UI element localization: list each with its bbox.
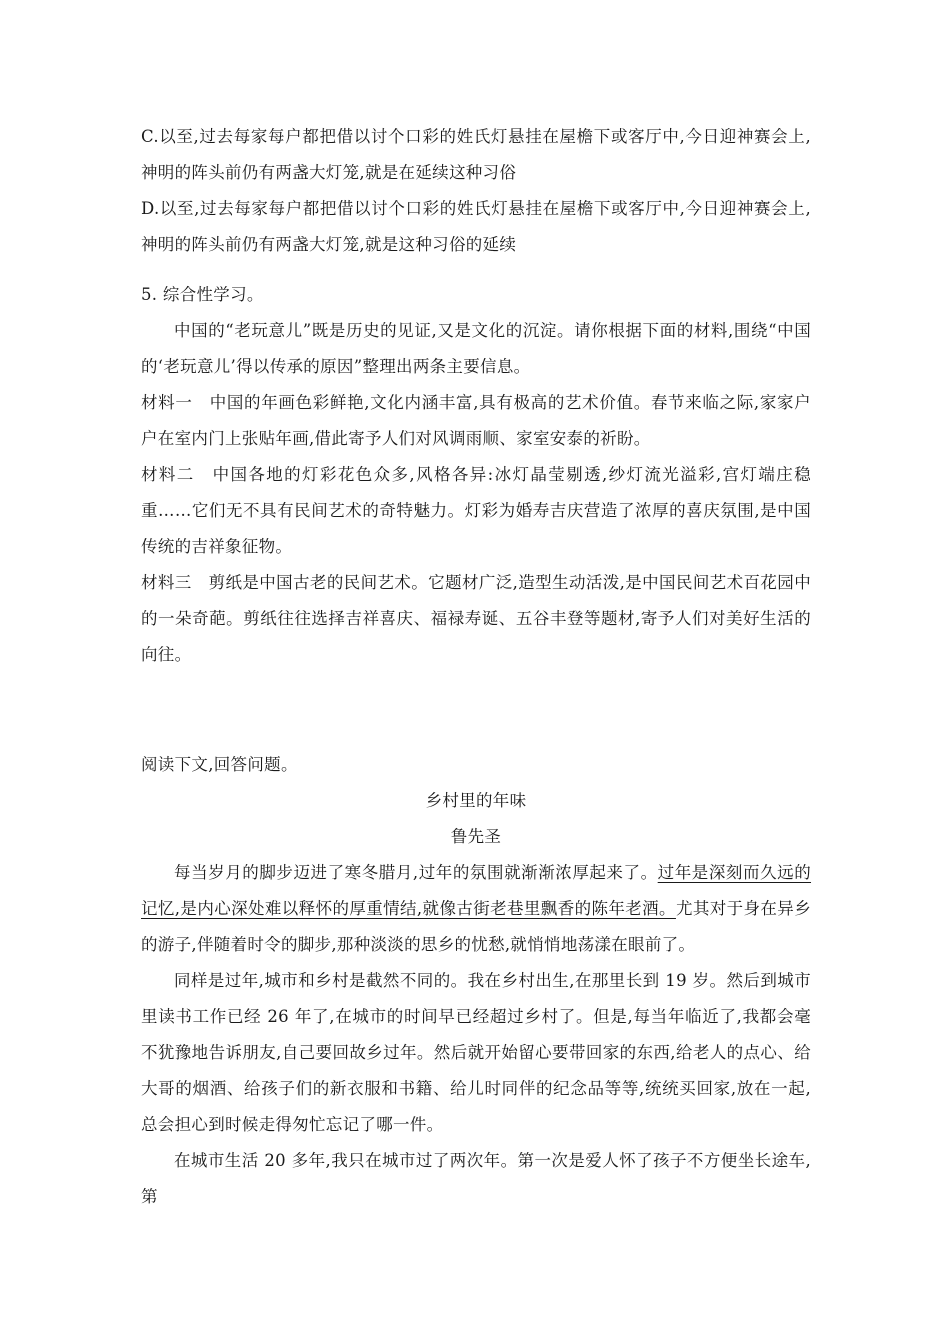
article-paragraph-2: 同样是过年,城市和乡村是截然不同的。我在乡村出生,在那里长到 19 岁。然后到城市里读书工作已经 26 年了,在城市的时间早已经超过乡村了。但是,每当年临近了,我都会毫不犹豫地告诉朋友,自己要回故乡过年。然后就开始留心要带回家的东西,给老人的点心、给大哥的烟酒、给孩子们的新衣服和书籍、给儿时同伴的纪念品等等,统统买回家,放在一起,总会担心到时候走得匆忙忘记了哪一件。 — [141, 971, 811, 1134]
option-c: C.以至,过去每家每户都把借以讨个口彩的姓氏灯悬挂在屋檐下或客厅中,今日迎神赛会上,神明的阵头前仍有两盏大灯笼,就是在延续这种习俗 — [141, 127, 811, 182]
material-2: 材料二 中国各地的灯彩花色众多,风格各异:冰灯晶莹剔透,纱灯流光溢彩,宫灯端庄稳重……它们无不具有民间艺术的奇特魅力。灯彩为婚寿吉庆营造了浓厚的喜庆氛围,是中国传统的吉祥象征物。 — [141, 465, 811, 556]
article-paragraph-1 — [141, 855, 811, 963]
question-5-heading: 5. 综合性学习。 — [141, 285, 264, 304]
paragraph-1-lead: 每当岁月的脚步迈进了寒冬腊月,过年的氛围就渐渐浓厚起来了。 — [174, 863, 658, 882]
underlined-sentence: 过年是深刻而久远的记忆,是内心深处难以释怀的厚重情结,就像古街老巷里飘香的陈年老酒。 — [141, 863, 812, 918]
article-paragraph-3: 在城市生活 20 多年,我只在城市过了两次年。第一次是爱人怀了孩子不方便坐长途车,第 — [141, 1151, 811, 1206]
question-5-prompt: 中国的“老玩意儿”既是历史的见证,又是文化的沉淀。请你根据下面的材料,围绕“中国的‘老玩意儿’得以传承的原因”整理出两条主要信息。 — [141, 321, 811, 376]
document-content — [141, 119, 811, 1215]
spacer — [141, 673, 811, 747]
reading-instruction: 阅读下文,回答问题。 — [141, 755, 298, 774]
article-author: 鲁先圣 — [450, 827, 502, 846]
spacer — [141, 263, 811, 277]
material-1: 材料一 中国的年画色彩鲜艳,文化内涵丰富,具有极高的艺术价值。春节来临之际,家家户户在室内门上张贴年画,借此寄予人们对风调雨顺、家室安泰的祈盼。 — [141, 393, 811, 448]
material-3: 材料三 剪纸是中国古老的民间艺术。它题材广泛,造型生动活泼,是中国民间艺术百花园中的一朵奇葩。剪纸往往选择吉祥喜庆、福禄寿诞、五谷丰登等题材,寄予人们对美好生活的向往。 — [141, 573, 811, 664]
paragraph-1-tail: 尤其对于身在异乡的游子,伴随着时令的脚步,那种淡淡的思乡的忧愁,就悄悄地荡漾在眼前了。 — [141, 899, 812, 954]
article-title: 乡村里的年味 — [425, 791, 527, 810]
option-d: D.以至,过去每家每户都把借以讨个口彩的姓氏灯悬挂在屋檐下或客厅中,今日迎神赛会上,神明的阵头前仍有两盏大灯笼,就是这种习俗的延续 — [141, 199, 811, 254]
